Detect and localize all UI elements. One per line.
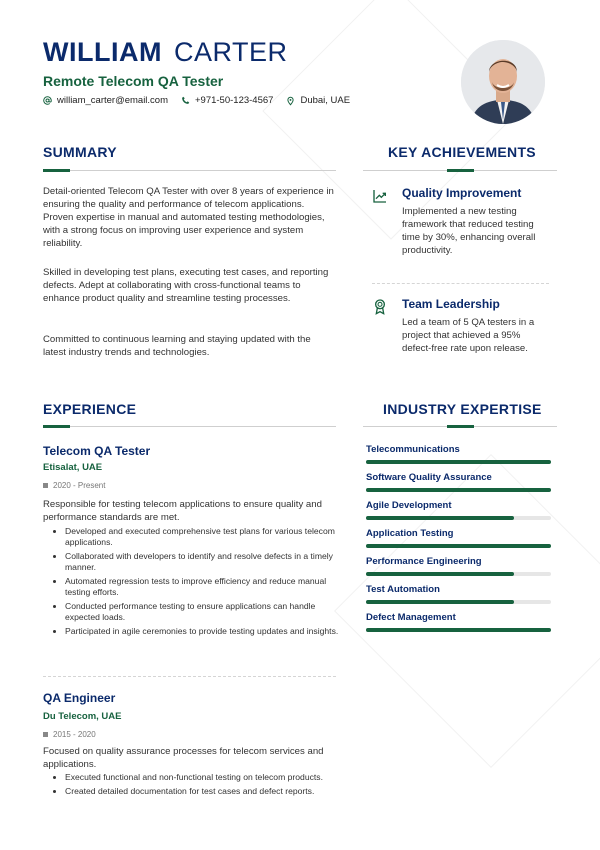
achievement-text-1: Implemented a new testing framework that reduced testing time by 30%, enhancing overall productivity.: [402, 206, 536, 256]
job-separator: [43, 676, 336, 677]
location-pin-icon: [286, 96, 295, 106]
calendar-icon: [43, 483, 48, 488]
job-dates-text-2: 2015 - 2020: [53, 730, 96, 739]
achievement-title-2: Team Leadership: [402, 297, 500, 311]
skill-bar-track: [366, 600, 551, 604]
skill-row: [366, 443, 556, 471]
skill-label: Test Automation: [366, 584, 440, 595]
contact-bar: [43, 95, 363, 106]
skill-label: Defect Management: [366, 612, 456, 623]
experience-accent: [43, 425, 70, 428]
award-icon: [372, 298, 388, 321]
list-item: Automated regression tests to improve efficiency and reduce manual testing efforts.: [43, 576, 343, 598]
list-item: Created detailed documentation for test cases and defect reports.: [43, 786, 343, 797]
skill-bar-track: [366, 572, 551, 576]
contact-location: [286, 95, 350, 106]
experience-heading: EXPERIENCE: [43, 401, 137, 417]
skill-row: [366, 611, 556, 639]
list-item: Participated in agile ceremonies to provide testing updates and insights.: [43, 626, 343, 637]
skill-bar-track: [366, 516, 551, 520]
skill-bar-fill: [366, 572, 514, 576]
last-name: CARTER: [173, 37, 288, 67]
first-name: WILLIAM: [43, 37, 162, 67]
profile-photo: [461, 40, 545, 124]
list-item: Executed functional and non-functional testing on telecom products.: [43, 772, 343, 783]
skill-bar-fill: [366, 628, 551, 632]
phone-text: +971-50-123-4567: [195, 95, 274, 106]
skill-label: Software Quality Assurance: [366, 472, 492, 483]
job-company-1: Etisalat, UAE: [43, 462, 103, 473]
job-bullets-1: [43, 526, 343, 640]
achievement-title-1: Quality Improvement: [402, 186, 522, 200]
summary-paragraph-1: Detail-oriented Telecom QA Tester with over 8 years of experience in ensuring the quality and performance of telecom applications. Proven expertise in manual and automated testing methodologies, with a strong focus on improving user experience and system reliability.: [43, 186, 334, 249]
contact-email[interactable]: [43, 95, 168, 106]
achievements-heading: KEY ACHIEVEMENTS: [388, 144, 536, 160]
skill-label: Telecommunications: [366, 444, 460, 455]
summary-accent: [43, 169, 70, 172]
skill-bar-fill: [366, 600, 514, 604]
list-item: Developed and executed comprehensive test plans for various telecom applications.: [43, 526, 343, 548]
job-summary-2: Focused on quality assurance processes for telecom services and applications.: [43, 746, 324, 770]
expertise-heading: INDUSTRY EXPERTISE: [383, 401, 542, 417]
skill-label: Agile Development: [366, 500, 452, 511]
skill-bar-fill: [366, 544, 551, 548]
achievement-separator: [372, 283, 549, 284]
location-text: Dubai, UAE: [300, 95, 351, 106]
email-text: william_carter@email.com: [57, 95, 168, 106]
job-dates-text-1: 2020 - Present: [53, 481, 106, 490]
summary-divider: [43, 170, 336, 171]
list-item: Collaborated with developers to identify and resolve defects in a timely manner.: [43, 551, 343, 573]
skill-label: Performance Engineering: [366, 556, 482, 567]
phone-icon: [181, 96, 190, 105]
skill-bar-fill: [366, 488, 551, 492]
summary-paragraph-2: Skilled in developing test plans, executing test cases, and reporting defects. Adept at collaborating with cross-functional teams to enhance product quality and streamline testing processes.: [43, 267, 329, 304]
job-company-2: Du Telecom, UAE: [43, 711, 122, 722]
job-title-2: QA Engineer: [43, 691, 116, 705]
summary-paragraph-3: Committed to continuous learning and staying updated with the latest industry trends and technologies.: [43, 334, 311, 358]
skill-bar-track: [366, 628, 551, 632]
candidate-name: [43, 36, 288, 68]
skill-row: [366, 471, 556, 499]
experience-divider: [43, 426, 336, 427]
skill-bar-fill: [366, 516, 514, 520]
contact-phone[interactable]: [181, 95, 273, 106]
skill-row: [366, 555, 556, 583]
calendar-icon: [43, 732, 48, 737]
skill-bar-track: [366, 460, 551, 464]
expertise-accent: [447, 425, 474, 428]
skill-bar-track: [366, 544, 551, 548]
summary-heading: SUMMARY: [43, 144, 117, 160]
skill-bar-track: [366, 488, 551, 492]
job-dates-1: [43, 481, 105, 490]
skill-row: [366, 499, 556, 527]
job-dates-2: [43, 730, 96, 739]
skill-row: [366, 527, 556, 555]
job-summary-1: Responsible for testing telecom applications to ensure quality and performance standards are met.: [43, 499, 322, 523]
skill-row: [366, 583, 556, 611]
job-title-1: Telecom QA Tester: [43, 444, 151, 458]
skill-label: Application Testing: [366, 528, 454, 539]
job-bullets-2: [43, 772, 343, 800]
list-item: Conducted performance testing to ensure applications can handle expected loads.: [43, 601, 343, 623]
achievement-text-2: Led a team of 5 QA testers in a project that achieved a 95% defect-free rate upon release.: [402, 317, 535, 354]
job-role: Remote Telecom QA Tester: [43, 73, 224, 89]
skills-list: [366, 443, 556, 639]
achievements-accent: [447, 169, 474, 172]
skill-bar-fill: [366, 460, 551, 464]
at-icon: [43, 96, 52, 105]
trend-up-icon: [372, 188, 388, 209]
